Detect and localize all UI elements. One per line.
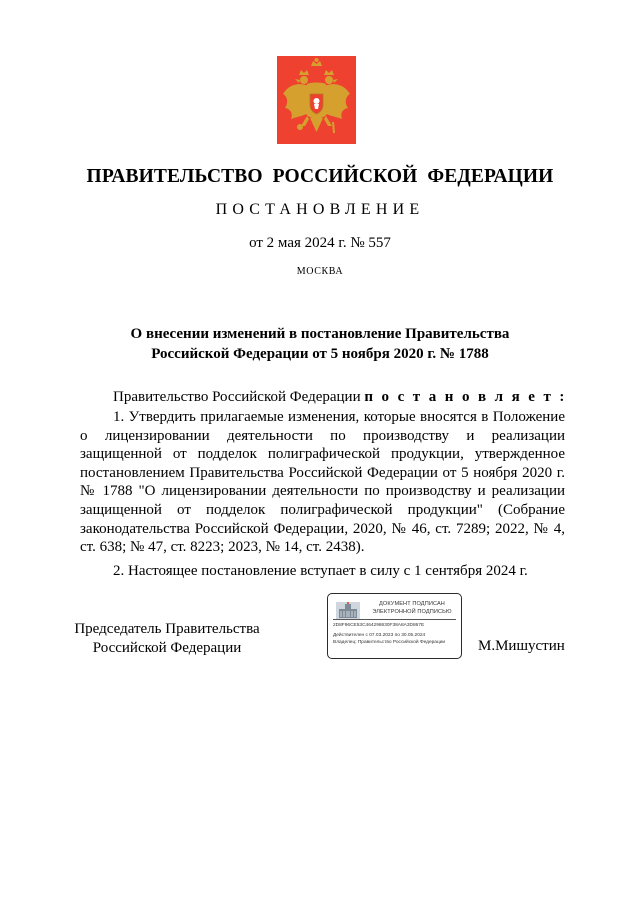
document-date-number: от 2 мая 2024 г. № 557 xyxy=(249,235,391,251)
stamp-divider xyxy=(333,619,456,620)
preamble xyxy=(113,389,567,406)
subject-line-2: Российской Федерации от 5 ноября 2020 г. № 1788 xyxy=(151,346,489,362)
preamble-text: Правительство Российской Федерации xyxy=(113,389,365,405)
position-line-2: Российской Федерации xyxy=(92,640,242,656)
signatory-position xyxy=(66,620,268,658)
preamble-verb: п о с т а н о в л я е т : xyxy=(364,389,567,405)
position-line-1: Председатель Правительства xyxy=(74,621,260,637)
stamp-owner: Владелец: Правительство Российской Федерации xyxy=(333,640,446,645)
document-subject xyxy=(0,324,640,364)
electronic-signature-stamp xyxy=(327,593,462,659)
paragraph-2: 2. Настоящее постановление вступает в силу с 1 сентября 2024 г. xyxy=(113,563,528,579)
coat-of-arms-icon xyxy=(277,56,356,144)
subject-line-1: О внесении изменений в постановление Правительства xyxy=(130,326,510,342)
stamp-heading-line-2: ЭЛЕКТРОННОЙ ПОДПИСЬЮ xyxy=(372,608,452,615)
signatory-name: М.Мишустин xyxy=(478,638,565,654)
stamp-heading-line-1: ДОКУМЕНТ ПОДПИСАН xyxy=(379,601,445,607)
document-type: ПОСТАНОВЛЕНИЕ xyxy=(215,201,425,218)
government-building-icon xyxy=(336,602,360,619)
stamp-validity: Действителен с 07.03.2023 по 30.05.2024 xyxy=(333,633,426,638)
paragraph-1: 1. Утвердить прилагаемые изменения, которые вносятся в Положение о лицензировании деятельности по производству и реализации защищенной от подделок полиграфической продукции, утвержденное постановлением Правительства Российской Федерации от 5 ноября 2020 г. № 1788 "О лицензировании деятельности по производству и реализации защищенной от подделок полиграфической продукции" (Собрание законодательства Российской Федерации, 2020, № 46, ст. 7289; 2022, № 4, ст. 638; № 47, ст. 8223; 2023, № 14, ст. 2438). xyxy=(80,409,565,556)
city: МОСКВА xyxy=(296,266,344,277)
stamp-certificate: 2D8F96CE53C464298630F38A8A3D867E xyxy=(333,623,425,628)
stamp-heading xyxy=(366,601,458,616)
government-title: ПРАВИТЕЛЬСТВО РОССИЙСКОЙ ФЕДЕРАЦИИ xyxy=(86,166,554,187)
